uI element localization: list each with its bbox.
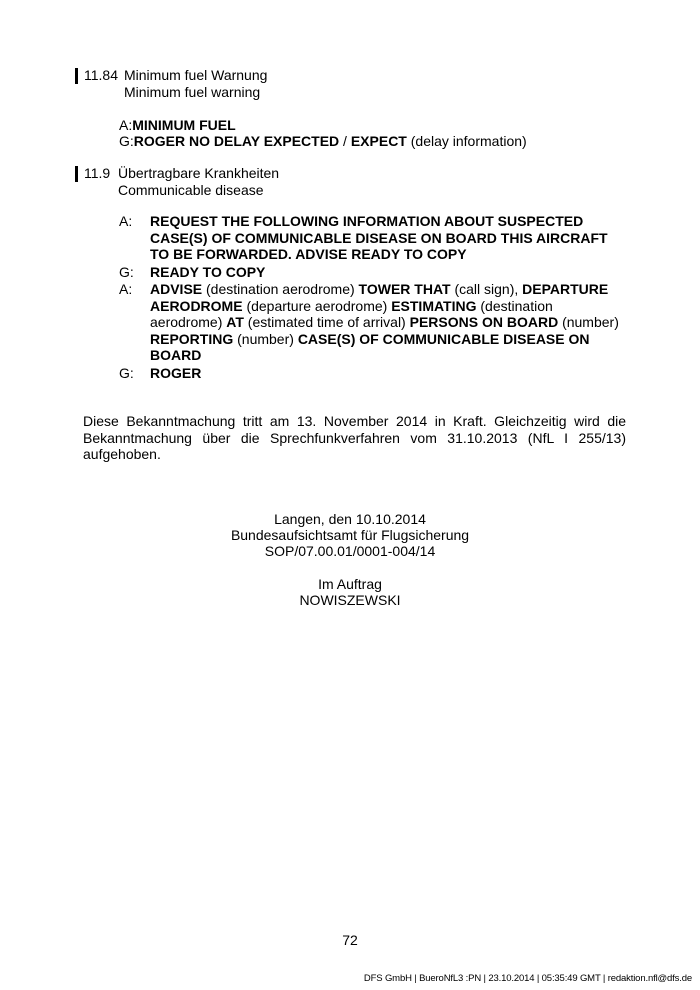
phrase-bold: AT bbox=[226, 314, 244, 330]
phrase-bold: TOWER THAT bbox=[358, 281, 451, 297]
phraseology-line bbox=[119, 117, 236, 134]
phrase-bold: PERSONS ON BOARD bbox=[409, 314, 559, 330]
phrase-bold: CASE(S) OF COMMUNICABLE DISEASE ON BOARD bbox=[150, 330, 590, 363]
phrase-normal: (number) bbox=[233, 330, 298, 347]
footer-metadata: DFS GmbH | BueroNfL3 :PN | 23.10.2014 | 05:35:49 GMT | redaktion.nfl@dfs.de bbox=[363, 973, 692, 984]
signature-name: NOWISZEWSKI bbox=[299, 592, 401, 608]
notice-paragraph: Diese Bekanntmachung tritt am 13. November 2014 in Kraft. Gleichzeitig wird die Bekanntmachung über die Sprechfunkverfahren vom 31.10.2013 (NfL I 255/13) aufgehoben. bbox=[83, 413, 626, 462]
phrase-normal: (number) bbox=[558, 314, 619, 330]
dialogue-text bbox=[150, 213, 625, 263]
phrase-bold: DEPARTURE AERODROME bbox=[150, 281, 609, 314]
speaker-label: A: bbox=[119, 117, 133, 133]
signature-place-date: Langen, den 10.10.2014 bbox=[274, 511, 426, 527]
speaker-label: G: bbox=[119, 365, 134, 381]
signature-reference: SOP/07.00.01/0001-004/14 bbox=[264, 543, 436, 559]
phrase-normal: (delay information) bbox=[406, 133, 527, 149]
phrase-bold: ROGER bbox=[150, 365, 202, 381]
section-title-en: Minimum fuel warning bbox=[124, 84, 261, 100]
phrase-bold: ESTIMATING bbox=[391, 297, 477, 314]
signature-im-auftrag: Im Auftrag bbox=[318, 576, 382, 592]
phrase-bold: REPORTING bbox=[150, 330, 234, 347]
separator: / bbox=[339, 133, 351, 149]
speaker-label: A: bbox=[119, 213, 133, 229]
phrase-normal: (departure aerodrome) bbox=[242, 297, 392, 314]
section-number: 11.9 bbox=[84, 165, 111, 181]
change-bar bbox=[75, 68, 78, 84]
dialogue-text bbox=[150, 264, 625, 281]
phrase-normal: (call sign), bbox=[450, 281, 523, 297]
phrase-normal: (destination aerodrome) bbox=[150, 297, 553, 330]
phrase-normal: (estimated time of arrival) bbox=[243, 314, 410, 330]
change-bar bbox=[75, 166, 78, 182]
speaker-label: G: bbox=[119, 264, 134, 280]
speaker-label: A: bbox=[119, 281, 133, 297]
section-number: 11.84 bbox=[84, 67, 118, 83]
dialogue-text bbox=[150, 365, 625, 382]
page-number: 72 bbox=[342, 932, 358, 948]
speaker-label: G: bbox=[119, 133, 134, 149]
phrase-bold: READY TO COPY bbox=[150, 264, 266, 280]
phrase-bold: ROGER NO DELAY EXPECTED bbox=[133, 133, 340, 149]
signature-authority: Bundesaufsichtsamt für Flugsicherung bbox=[230, 527, 470, 543]
phrase-bold: EXPECT bbox=[350, 133, 407, 149]
phrase-bold: MINIMUM FUEL bbox=[132, 117, 236, 133]
dialogue-text bbox=[150, 281, 625, 364]
phraseology-line bbox=[119, 133, 527, 150]
phrase-bold: ADVISE bbox=[150, 281, 203, 297]
section-title-de: Minimum fuel Warnung bbox=[124, 67, 268, 83]
phrase-bold: REQUEST THE FOLLOWING INFORMATION ABOUT SUSPECTED CASE(S) OF COMMUNICABLE DISEASE ON BOARD THIS AIRCRAFT TO BE FORWARDED. ADVISE READY TO COPY bbox=[150, 213, 608, 262]
section-title-en: Communicable disease bbox=[118, 182, 264, 198]
phrase-normal: (destination aerodrome) bbox=[202, 281, 359, 297]
section-title-de: Übertragbare Krankheiten bbox=[118, 165, 280, 181]
